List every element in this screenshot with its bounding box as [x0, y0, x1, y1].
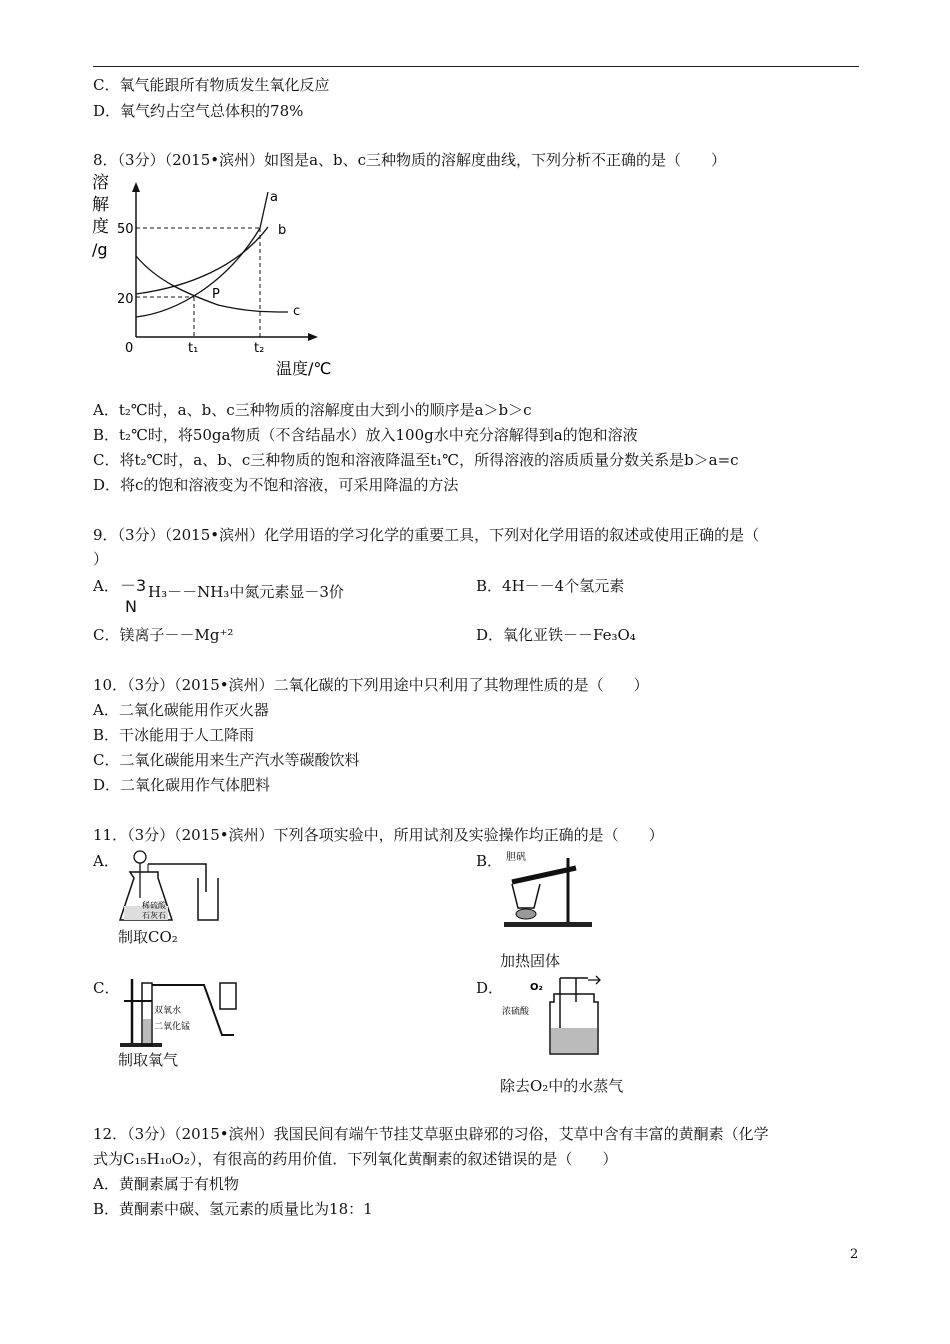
q8-option-b: B．t₂℃时，将50ga物质（不含结晶水）放入100g水中充分溶解得到a的饱和溶液 — [93, 426, 638, 444]
x-axis-label: 温度/℃ — [276, 359, 332, 378]
q12-stem-line1: 12．（3分）（2015•滨州）我国民间有端午节挂艾草驱虫辟邪的习俗，艾草中含有丰富的黄酮素（化学 — [93, 1125, 769, 1143]
ylabel-char-2: 解 — [92, 195, 109, 215]
q9-stem-line1: 9．（3分）（2015•滨州）化学用语的学习化学的重要工具，下列对化学用语的叙述或使用正确的是（ — [93, 526, 760, 544]
q10-stem: 10．（3分）（2015•滨州）二氧化碳的下列用途中只利用了其物理性质的是（ ） — [93, 676, 649, 694]
label-o2: O₂ — [530, 982, 543, 993]
apparatus-a-co2 — [118, 848, 238, 926]
label-blue-vitriol: 胆矾 — [506, 852, 526, 863]
q11-option-b-caption: 加热固体 — [500, 952, 561, 970]
q7-option-d: D．氧气约占空气总体积的78% — [93, 102, 304, 120]
x-tick-t1: t₁ — [188, 341, 199, 356]
q9-option-b: B．4H－－4个氢元素 — [476, 577, 625, 595]
apparatus-c-oxygen — [118, 973, 243, 1049]
q10-option-d: D．二氧化碳用作气体肥料 — [93, 776, 271, 794]
q9-option-d: D．氧化亚铁－－Fe₃O₄ — [476, 626, 636, 644]
q10-option-b: B．干冰能用于人工降雨 — [93, 726, 255, 744]
q11-option-d-caption: 除去O₂中的水蒸气 — [500, 1077, 624, 1095]
q11-option-b-label: B． — [476, 852, 503, 870]
q10-option-a: A．二氧化碳能用作灭火器 — [93, 701, 269, 719]
q11-stem: 11．（3分）（2015•滨州）下列各项实验中，所用试剂及实验操作均正确的是（ ） — [93, 826, 664, 844]
label-limestone: 石灰石 — [142, 911, 166, 920]
q9-option-a-prefix: A． — [93, 577, 119, 595]
origin-label: 0 — [125, 341, 134, 356]
apparatus-d-drying — [500, 972, 605, 1058]
q11-option-a-caption: 制取CO₂ — [118, 928, 178, 946]
solubility-chart — [88, 172, 348, 382]
label-hydrogen-peroxide: 双氧水 — [154, 1006, 182, 1016]
q10-option-c: C．二氧化碳能用来生产汽水等碳酸饮料 — [93, 751, 360, 769]
label-manganese-dioxide: 二氧化锰 — [154, 1022, 191, 1032]
label-dilute-sulfuric: 稀硫酸 — [142, 901, 166, 910]
q9-stem-line2: ） — [93, 550, 109, 568]
q11-option-d-label: D． — [476, 979, 504, 997]
label-conc-sulfuric: 浓硫酸 — [502, 1007, 530, 1017]
x-axis-arrow — [308, 333, 318, 341]
q8-stem: 8．（3分）（2015•滨州）如图是a、b、c三种物质的溶解度曲线，下列分析不正确的是（ ） — [93, 151, 727, 169]
q9-option-c: C．镁离子－－Mg⁺² — [93, 626, 234, 644]
apparatus-b-heating — [500, 848, 600, 930]
q12-option-b: B．黄酮素中碳、氢元素的质量比为18：1 — [93, 1200, 373, 1218]
header-rule — [93, 66, 859, 67]
y-tick-20: 20 — [117, 292, 134, 307]
curve-b — [136, 227, 268, 294]
series-label-c: c — [293, 304, 301, 319]
x-tick-t2: t₂ — [254, 341, 265, 356]
page-number: 2 — [850, 1247, 859, 1262]
q12-option-a: A．黄酮素属于有机物 — [93, 1175, 239, 1193]
y-tick-50: 50 — [117, 222, 134, 237]
q11-option-a-label: A． — [93, 852, 119, 870]
ylabel-char-4: /g — [92, 240, 108, 259]
point-label-p: P — [212, 287, 220, 302]
q9-option-a-element: N — [125, 597, 137, 616]
q9-option-a-text: H₃－－NH₃中氮元素显－3价 — [148, 583, 344, 601]
ylabel-char-1: 溶 — [92, 173, 109, 193]
y-axis-arrow — [132, 182, 140, 192]
series-label-b: b — [278, 223, 287, 238]
series-label-a: a — [270, 190, 278, 205]
q8-option-d: D．将c的饱和溶液变为不饱和溶液，可采用降温的方法 — [93, 476, 459, 494]
ylabel-char-3: 度 — [92, 217, 109, 237]
q7-option-c: C．氧气能跟所有物质发生氧化反应 — [93, 76, 330, 94]
q12-stem-line2: 式为C₁₅H₁₀O₂），有很高的药用价值．下列氧化黄酮素的叙述错误的是（ ） — [93, 1150, 618, 1168]
q8-option-c: C．将t₂℃时，a、b、c三种物质的饱和溶液降温至t₁℃，所得溶液的溶质质量分数关系是b＞a=c — [93, 451, 739, 469]
q9-option-a-charge: －3 — [120, 576, 147, 595]
q11-option-c-caption: 制取氧气 — [118, 1051, 179, 1069]
q8-option-a: A．t₂℃时，a、b、c三种物质的溶解度由大到小的顺序是a＞b＞c — [93, 401, 532, 419]
q11-option-c-label: C． — [93, 979, 120, 997]
